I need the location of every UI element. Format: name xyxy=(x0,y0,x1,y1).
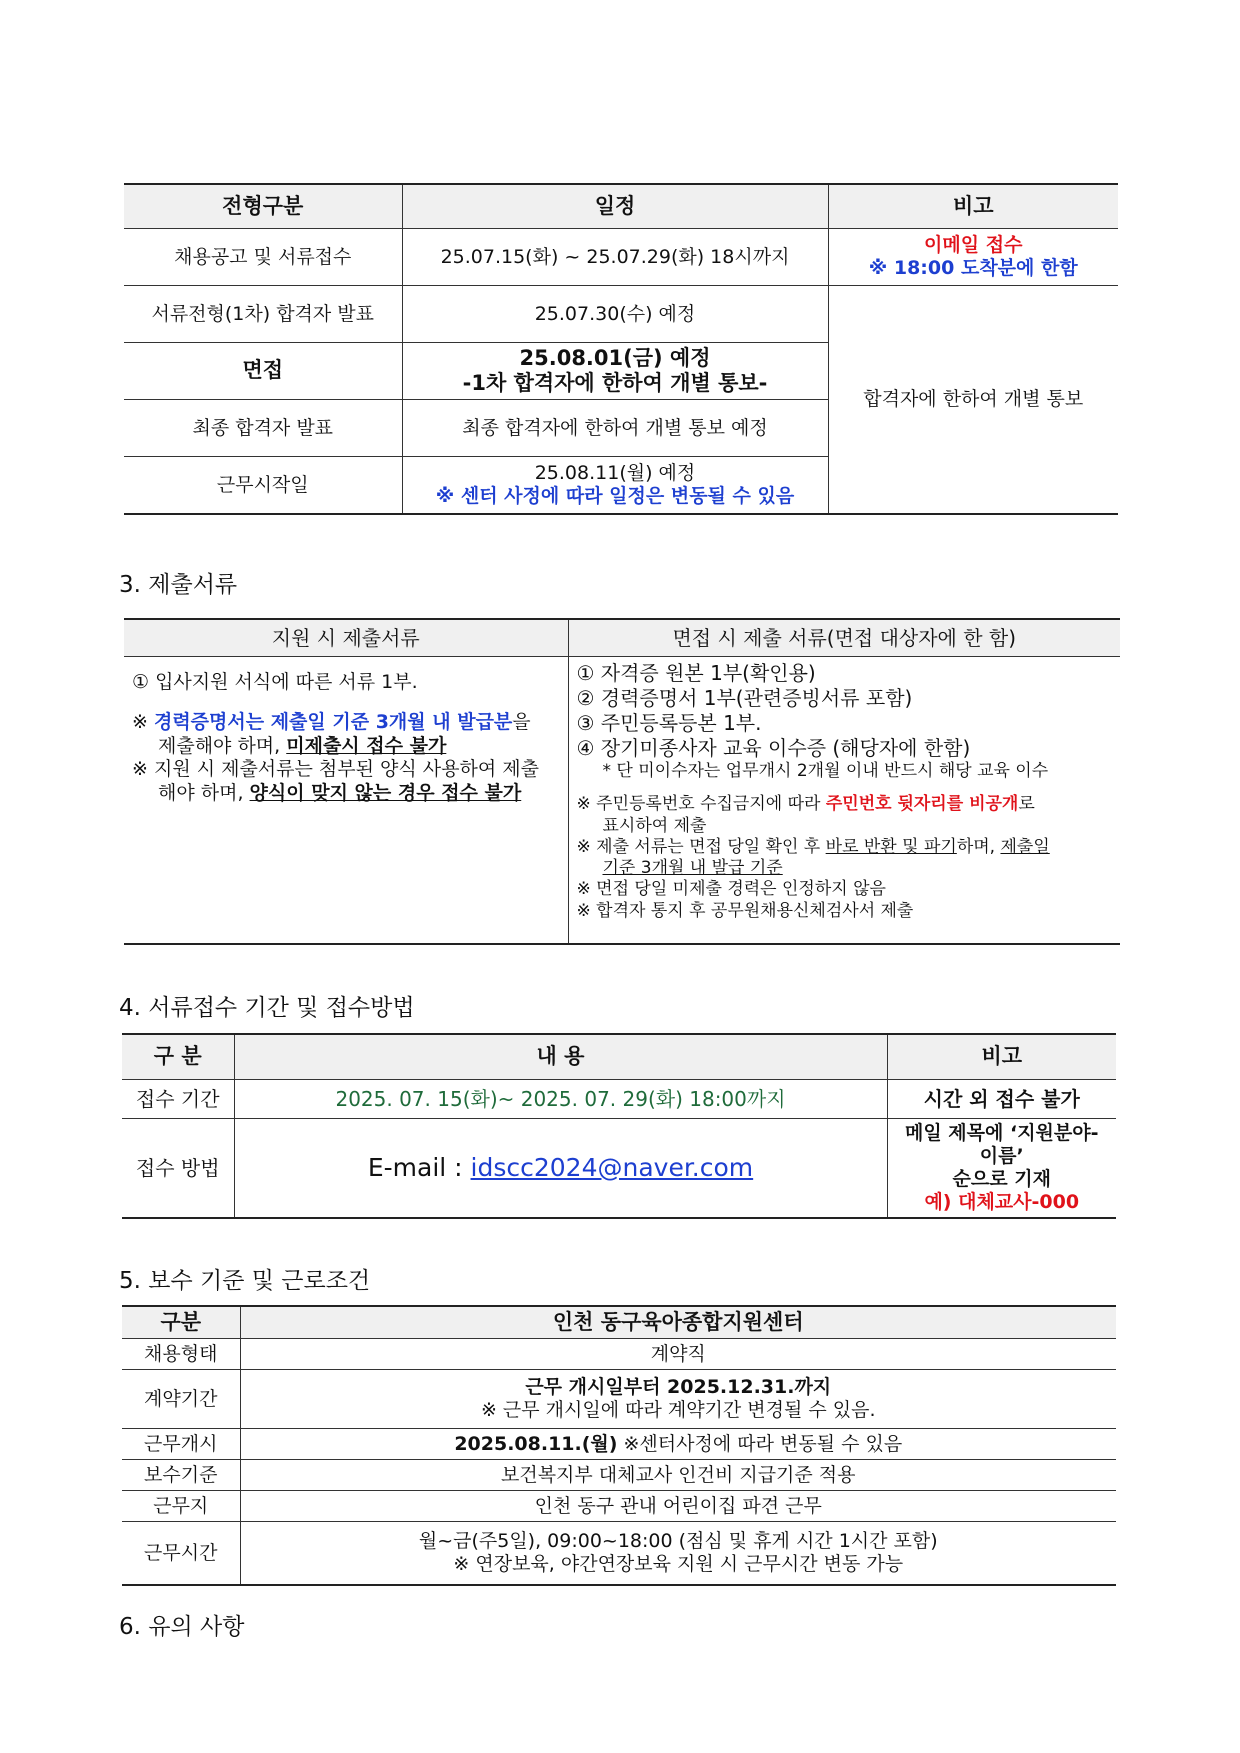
start-date: 25.08.11(월) 예정 xyxy=(534,462,696,485)
schedule-row xyxy=(124,229,1118,286)
application-header-category: 구 분 xyxy=(122,1034,234,1080)
schedule-stage: 최종 합격자 발표 xyxy=(124,400,402,457)
conditions-table xyxy=(122,1305,1116,1586)
conditions-row xyxy=(122,1429,1116,1460)
return-note: ※ 제출 서류는 면접 당일 확인 후 바로 반환 및 파기하며, 제출일 xyxy=(576,836,1050,857)
start-label: 근무개시 xyxy=(122,1429,240,1460)
schedule-stage: 면접 xyxy=(124,343,402,400)
schedule-header-row xyxy=(124,184,1118,229)
application-row xyxy=(122,1080,1116,1119)
schedule-row xyxy=(124,286,1118,343)
period-value: 2025. 07. 15(화)~ 2025. 07. 29(화) 18:00까지 xyxy=(234,1080,887,1119)
id-number-note-line2: 표시하여 제출 xyxy=(602,815,707,836)
method-label: 접수 방법 xyxy=(122,1119,234,1219)
documents-header-row xyxy=(124,619,1120,657)
schedule-date xyxy=(402,343,828,400)
interview-note: -1차 합격자에 한하여 개별 통보- xyxy=(462,371,768,395)
start-value: 2025.08.11.(월) ※센터사정에 따라 변동될 수 있음 xyxy=(240,1429,1116,1460)
conditions-header-category: 구분 xyxy=(122,1306,240,1339)
period-label: 접수 기간 xyxy=(122,1080,234,1119)
application-row xyxy=(122,1119,1116,1219)
method-value xyxy=(234,1119,887,1219)
schedule-merged-note: 합격자에 한하여 개별 통보 xyxy=(828,286,1118,515)
emp-type-label: 채용형태 xyxy=(122,1339,240,1370)
section-4-title: 4. 서류접수 기간 및 접수방법 xyxy=(119,995,415,1021)
schedule-date: 25.07.15(화) ~ 25.07.29(화) 18시까지 xyxy=(402,229,828,286)
schedule-date: 25.07.30(수) 예정 xyxy=(402,286,828,343)
career-cert-note-line2: 제출해야 하며, 미제출시 접수 불가 xyxy=(158,734,447,757)
conditions-row xyxy=(122,1370,1116,1429)
place-value: 인천 동구 관내 어린이집 파견 근무 xyxy=(240,1491,1116,1522)
contract-period-label: 계약기간 xyxy=(122,1370,240,1429)
schedule-header-note: 비고 xyxy=(828,184,1118,229)
interview-doc-item: ③ 주민등록등본 1부. xyxy=(576,711,762,735)
id-number-note: ※ 주민등록번호 수집금지에 따라 주민번호 뒷자리를 비공개로 xyxy=(576,794,1035,815)
documents-header-interview: 면접 시 제출 서류(면접 대상자에 한 함) xyxy=(568,619,1120,657)
documents-row xyxy=(124,657,1120,945)
method-note: 메일 제목에 ‘지원분야- 이름’ 순으로 기재 예) 대체교사-000 xyxy=(887,1119,1116,1219)
section-5-title: 5. 보수 기준 및 근로조건 xyxy=(119,1268,371,1294)
return-note-line2: 기준 3개월 내 발급 기준 xyxy=(602,858,783,878)
interview-documents xyxy=(568,657,1120,945)
schedule-note xyxy=(828,229,1118,286)
conditions-row xyxy=(122,1522,1116,1586)
emp-type-value: 계약직 xyxy=(240,1339,1116,1370)
hours-label: 근무시간 xyxy=(122,1522,240,1586)
career-cert-note: ※ 경력증명서는 제출일 기준 3개월 내 발급분을 xyxy=(132,710,531,733)
pay-label: 보수기준 xyxy=(122,1460,240,1491)
schedule-header-stage: 전형구분 xyxy=(124,184,402,229)
email-only-note: 이메일 접수 xyxy=(924,234,1023,257)
email-link[interactable]: idscc2024@naver.com xyxy=(470,1153,754,1182)
interview-doc-item: ② 경력증명서 1부(관련증빙서류 포함) xyxy=(576,686,913,710)
schedule-header-date: 일정 xyxy=(402,184,828,229)
conditions-row xyxy=(122,1460,1116,1491)
conditions-header-center: 인천 동구육아종합지원센터 xyxy=(240,1306,1116,1339)
interview-doc-item: ① 자격증 원본 1부(확인용) xyxy=(576,661,816,685)
apply-documents xyxy=(124,657,568,945)
documents-table xyxy=(124,618,1120,945)
career-not-recognized-note: ※ 면접 당일 미제출 경력은 인정하지 않음 xyxy=(576,879,886,900)
interview-date: 25.08.01(금) 예정 xyxy=(519,345,711,370)
conditions-row xyxy=(122,1491,1116,1522)
conditions-header-row xyxy=(122,1306,1116,1339)
health-check-note: ※ 합격자 통지 후 공무원채용신체검사서 제출 xyxy=(576,900,914,921)
email-label: E-mail : xyxy=(367,1153,471,1182)
schedule-stage: 채용공고 및 서류접수 xyxy=(124,229,402,286)
place-label: 근무지 xyxy=(122,1491,240,1522)
schedule-stage: 근무시작일 xyxy=(124,457,402,515)
interview-doc-item: ④ 장기미종사자 교육 이수증 (해당자에 한함) xyxy=(576,736,971,760)
documents-header-apply: 지원 시 제출서류 xyxy=(124,619,568,657)
form-note: ※ 지원 시 제출서류는 첨부된 양식 사용하여 제출 xyxy=(132,758,539,781)
start-date-note: ※ 센터 사정에 따라 일정은 변동될 수 있음 xyxy=(435,485,795,507)
pay-value: 보건복지부 대체교사 인건비 지급기준 적용 xyxy=(240,1460,1116,1491)
deadline-note: ※ 18:00 도착분에 한함 xyxy=(868,257,1078,279)
schedule-stage: 서류전형(1차) 합격자 발표 xyxy=(124,286,402,343)
conditions-row xyxy=(122,1339,1116,1370)
form-note-line2: 해야 하며, 양식이 맞지 않는 경우 접수 불가 xyxy=(158,782,522,804)
schedule-table xyxy=(124,183,1118,515)
application-header-row xyxy=(122,1034,1116,1080)
application-header-note: 비고 xyxy=(887,1034,1116,1080)
section-6-title: 6. 유의 사항 xyxy=(119,1614,245,1640)
application-header-content: 내 용 xyxy=(234,1034,887,1080)
period-note: 시간 외 접수 불가 xyxy=(887,1080,1116,1119)
schedule-date xyxy=(402,457,828,515)
interview-doc-subnote: * 단 미이수자는 업무개시 2개월 이내 반드시 해당 교육 이수 xyxy=(602,761,1049,781)
schedule-date: 최종 합격자에 한하여 개별 통보 예정 xyxy=(402,400,828,457)
apply-doc-item: ① 입사지원 서식에 따른 서류 1부. xyxy=(132,671,418,693)
application-table xyxy=(122,1033,1116,1219)
section-3-title: 3. 제출서류 xyxy=(119,572,238,598)
hours-value: 월~금(주5일), 09:00~18:00 (점심 및 휴게 시간 1시간 포함) ※ 연장보육, 야간연장보육 지원 시 근무시간 변동 가능 xyxy=(240,1522,1116,1586)
contract-period-value: 근무 개시일부터 2025.12.31.까지 ※ 근무 개시일에 따라 계약기간 변경될 수 있음. xyxy=(240,1370,1116,1429)
subject-example: 예) 대체교사-000 xyxy=(924,1190,1080,1213)
